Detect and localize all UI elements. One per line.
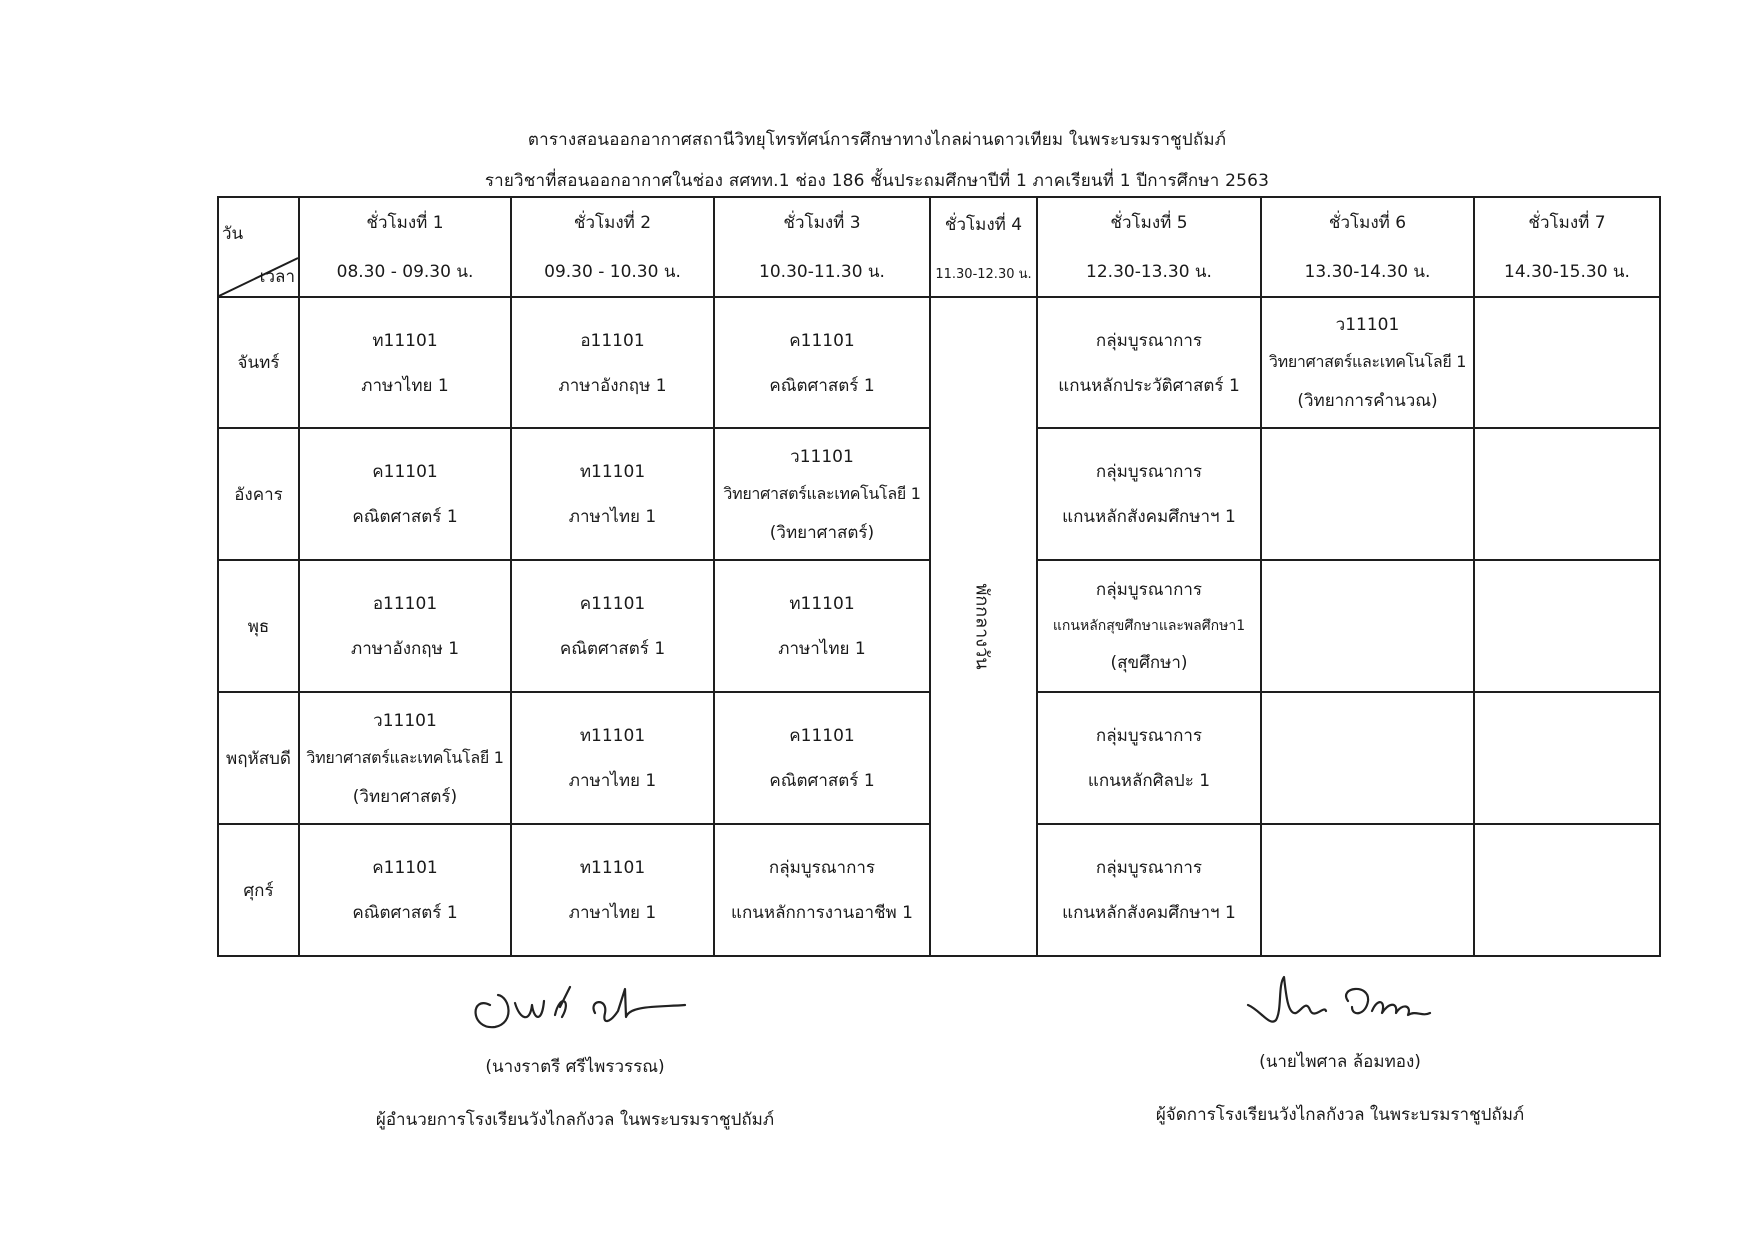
subject-group: กลุ่มบูรณาการ bbox=[768, 858, 876, 878]
schedule-cell-empty bbox=[1261, 428, 1474, 560]
period-label: ชั่วโมงที่ 4 bbox=[944, 214, 1023, 235]
subject-name: แกนหลักการงานอาชีพ 1 bbox=[731, 903, 913, 923]
subject-name: วิทยาศาสตร์และเทคโนโลยี 1 bbox=[723, 483, 921, 503]
subject-code: ท11101 bbox=[579, 726, 646, 746]
schedule-cell bbox=[1037, 824, 1261, 956]
subject-name: แกนหลักสังคมศึกษาฯ 1 bbox=[1062, 903, 1236, 923]
schedule-cell bbox=[299, 692, 511, 824]
handwritten-signature bbox=[1240, 965, 1440, 1040]
subject-detail: (วิทยาศาสตร์) bbox=[769, 522, 875, 543]
period-label: ชั่วโมงที่ 6 bbox=[1328, 213, 1407, 233]
period-label: ชั่วโมงที่ 3 bbox=[783, 213, 861, 233]
corner-day-label: วัน bbox=[222, 224, 244, 244]
schedule-cell-empty bbox=[1474, 560, 1660, 692]
subject-name: วิทยาศาสตร์และเทคโนโลยี 1 bbox=[1268, 352, 1467, 371]
subject-code: ท11101 bbox=[372, 330, 438, 351]
subject-name: ภาษาอังกฤษ 1 bbox=[350, 639, 460, 659]
subject-code: อ11101 bbox=[580, 330, 645, 351]
period-time: 14.30-15.30 น. bbox=[1504, 262, 1630, 282]
document-title: ตารางสอนออกอากาศสถานีวิทยุโทรทัศน์การศึกษาทางไกลผ่านดาวเทียม ในพระบรมราชูปถัมภ์ bbox=[527, 130, 1227, 150]
period-header-1 bbox=[299, 197, 511, 297]
schedule-cell bbox=[714, 824, 930, 956]
schedule-cell bbox=[714, 560, 930, 692]
subject-group: กลุ่มบูรณาการ bbox=[1095, 462, 1203, 482]
schedule-cell bbox=[714, 428, 930, 560]
lunch-break-label: พักกลางวัน bbox=[971, 583, 993, 670]
subject-code: ท11101 bbox=[579, 858, 646, 878]
subject-name: ภาษาไทย 1 bbox=[568, 507, 657, 527]
schedule-cell bbox=[1037, 560, 1261, 692]
period-time: 13.30-14.30 น. bbox=[1304, 262, 1431, 282]
subject-code: ว11101 bbox=[790, 446, 854, 467]
subject-name: แกนหลักศิลปะ 1 bbox=[1087, 771, 1211, 791]
schedule-cell bbox=[511, 560, 714, 692]
period-header-4 bbox=[930, 197, 1037, 297]
schedule-cell-empty bbox=[1261, 560, 1474, 692]
period-header-5 bbox=[1037, 197, 1261, 297]
subject-group: กลุ่มบูรณาการ bbox=[1095, 580, 1203, 600]
signatory-name: (นางราตรี ศรีไพรวรรณ) bbox=[485, 1057, 665, 1077]
period-time: 12.30-13.30 น. bbox=[1086, 262, 1212, 282]
corner-time-label: เวลา bbox=[259, 267, 295, 287]
subject-group: กลุ่มบูรณาการ bbox=[1095, 858, 1203, 878]
period-header-2 bbox=[511, 197, 714, 297]
schedule-cell bbox=[299, 824, 511, 956]
schedule-cell bbox=[511, 428, 714, 560]
subject-code: ท11101 bbox=[579, 462, 646, 482]
period-time: 11.30-12.30 น. bbox=[935, 266, 1032, 282]
subject-name: ภาษาไทย 1 bbox=[361, 375, 449, 396]
day-label-cell: ศุกร์ bbox=[218, 824, 299, 956]
period-header-7 bbox=[1474, 197, 1660, 297]
schedule-cell bbox=[299, 560, 511, 692]
subject-name: คณิตศาสตร์ 1 bbox=[769, 375, 875, 396]
schedule-cell-empty bbox=[1474, 297, 1660, 428]
period-label: ชั่วโมงที่ 5 bbox=[1110, 213, 1188, 233]
subject-name: คณิตศาสตร์ 1 bbox=[352, 903, 458, 923]
timetable bbox=[217, 196, 1661, 957]
signatory-role: ผู้อำนวยการโรงเรียนวังไกลกังวล ในพระบรมราชูปถัมภ์ bbox=[375, 1110, 775, 1130]
signatory-name: (นายไพศาล ล้อมทอง) bbox=[1259, 1052, 1421, 1072]
subject-name: ภาษาไทย 1 bbox=[568, 771, 657, 791]
period-time: 08.30 - 09.30 น. bbox=[336, 262, 474, 282]
signatory-role: ผู้จัดการโรงเรียนวังไกลกังวล ในพระบรมราชูปถัมภ์ bbox=[1155, 1105, 1525, 1125]
schedule-cell-empty bbox=[1474, 692, 1660, 824]
subject-group: กลุ่มบูรณาการ bbox=[1095, 330, 1203, 351]
handwritten-signature bbox=[460, 975, 690, 1045]
period-label: ชั่วโมงที่ 1 bbox=[366, 213, 444, 233]
subject-name: แกนหลักสังคมศึกษาฯ 1 bbox=[1062, 507, 1236, 527]
subject-group: กลุ่มบูรณาการ bbox=[1095, 726, 1203, 746]
subject-code: ว11101 bbox=[373, 710, 437, 731]
schedule-cell-empty bbox=[1474, 824, 1660, 956]
period-header-3 bbox=[714, 197, 930, 297]
period-time: 10.30-11.30 น. bbox=[759, 262, 885, 282]
schedule-cell-empty bbox=[1261, 824, 1474, 956]
schedule-cell bbox=[1037, 692, 1261, 824]
schedule-cell bbox=[714, 297, 930, 428]
document-subtitle: รายวิชาที่สอนออกอากาศในช่อง สศทท.1 ช่อง 186 ชั้นประถมศึกษาปีที่ 1 ภาคเรียนที่ 1 ปีการศึกษา 2563 bbox=[484, 171, 1270, 191]
subject-name: ภาษาไทย 1 bbox=[568, 903, 657, 923]
day-label-cell: พฤหัสบดี bbox=[218, 692, 299, 824]
subject-code: อ11101 bbox=[372, 594, 438, 614]
subject-code: ว11101 bbox=[1335, 315, 1400, 335]
schedule-cell bbox=[1261, 297, 1474, 428]
subject-code: ค11101 bbox=[372, 858, 438, 878]
schedule-cell bbox=[511, 824, 714, 956]
schedule-cell bbox=[714, 692, 930, 824]
schedule-cell-empty bbox=[1261, 692, 1474, 824]
day-time-corner-cell bbox=[218, 197, 299, 297]
period-label: ชั่วโมงที่ 2 bbox=[573, 213, 652, 233]
signature-block-director bbox=[330, 975, 820, 1133]
schedule-cell bbox=[511, 692, 714, 824]
subject-detail: (วิทยาการคำนวณ) bbox=[1297, 391, 1438, 411]
day-label-cell: จันทร์ bbox=[218, 297, 299, 428]
header-row bbox=[218, 197, 1660, 297]
lunch-break-cell bbox=[930, 297, 1037, 956]
period-time: 09.30 - 10.30 น. bbox=[544, 262, 681, 282]
subject-name: แกนหลักประวัติศาสตร์ 1 bbox=[1058, 375, 1240, 396]
subject-name: คณิตศาสตร์ 1 bbox=[769, 771, 875, 791]
subject-code: ค11101 bbox=[789, 330, 855, 351]
subject-name: คณิตศาสตร์ 1 bbox=[559, 639, 666, 659]
schedule-cell bbox=[1037, 428, 1261, 560]
subject-name: แกนหลักสุขศึกษาและพลศึกษา1 bbox=[1052, 618, 1246, 634]
subject-name: วิทยาศาสตร์และเทคโนโลยี 1 bbox=[306, 747, 504, 767]
schedule-cell bbox=[1037, 297, 1261, 428]
subject-code: ค11101 bbox=[789, 726, 855, 746]
subject-code: ค11101 bbox=[579, 594, 646, 614]
subject-code: ค11101 bbox=[372, 462, 438, 482]
period-header-6 bbox=[1261, 197, 1474, 297]
subject-code: ท11101 bbox=[789, 594, 855, 614]
schedule-cell bbox=[299, 297, 511, 428]
signature-block-manager bbox=[1130, 965, 1550, 1128]
day-label-cell: พุธ bbox=[218, 560, 299, 692]
schedule-cell bbox=[299, 428, 511, 560]
subject-name: คณิตศาสตร์ 1 bbox=[352, 507, 458, 527]
period-label: ชั่วโมงที่ 7 bbox=[1528, 213, 1606, 233]
subject-name: ภาษาอังกฤษ 1 bbox=[558, 375, 667, 396]
day-row-monday bbox=[218, 297, 1660, 428]
subject-detail: (วิทยาศาสตร์) bbox=[352, 786, 458, 807]
day-label-cell: อังคาร bbox=[218, 428, 299, 560]
schedule-cell-empty bbox=[1474, 428, 1660, 560]
subject-detail: (สุขศึกษา) bbox=[1110, 653, 1188, 673]
subject-name: ภาษาไทย 1 bbox=[778, 639, 866, 659]
schedule-cell bbox=[511, 297, 714, 428]
